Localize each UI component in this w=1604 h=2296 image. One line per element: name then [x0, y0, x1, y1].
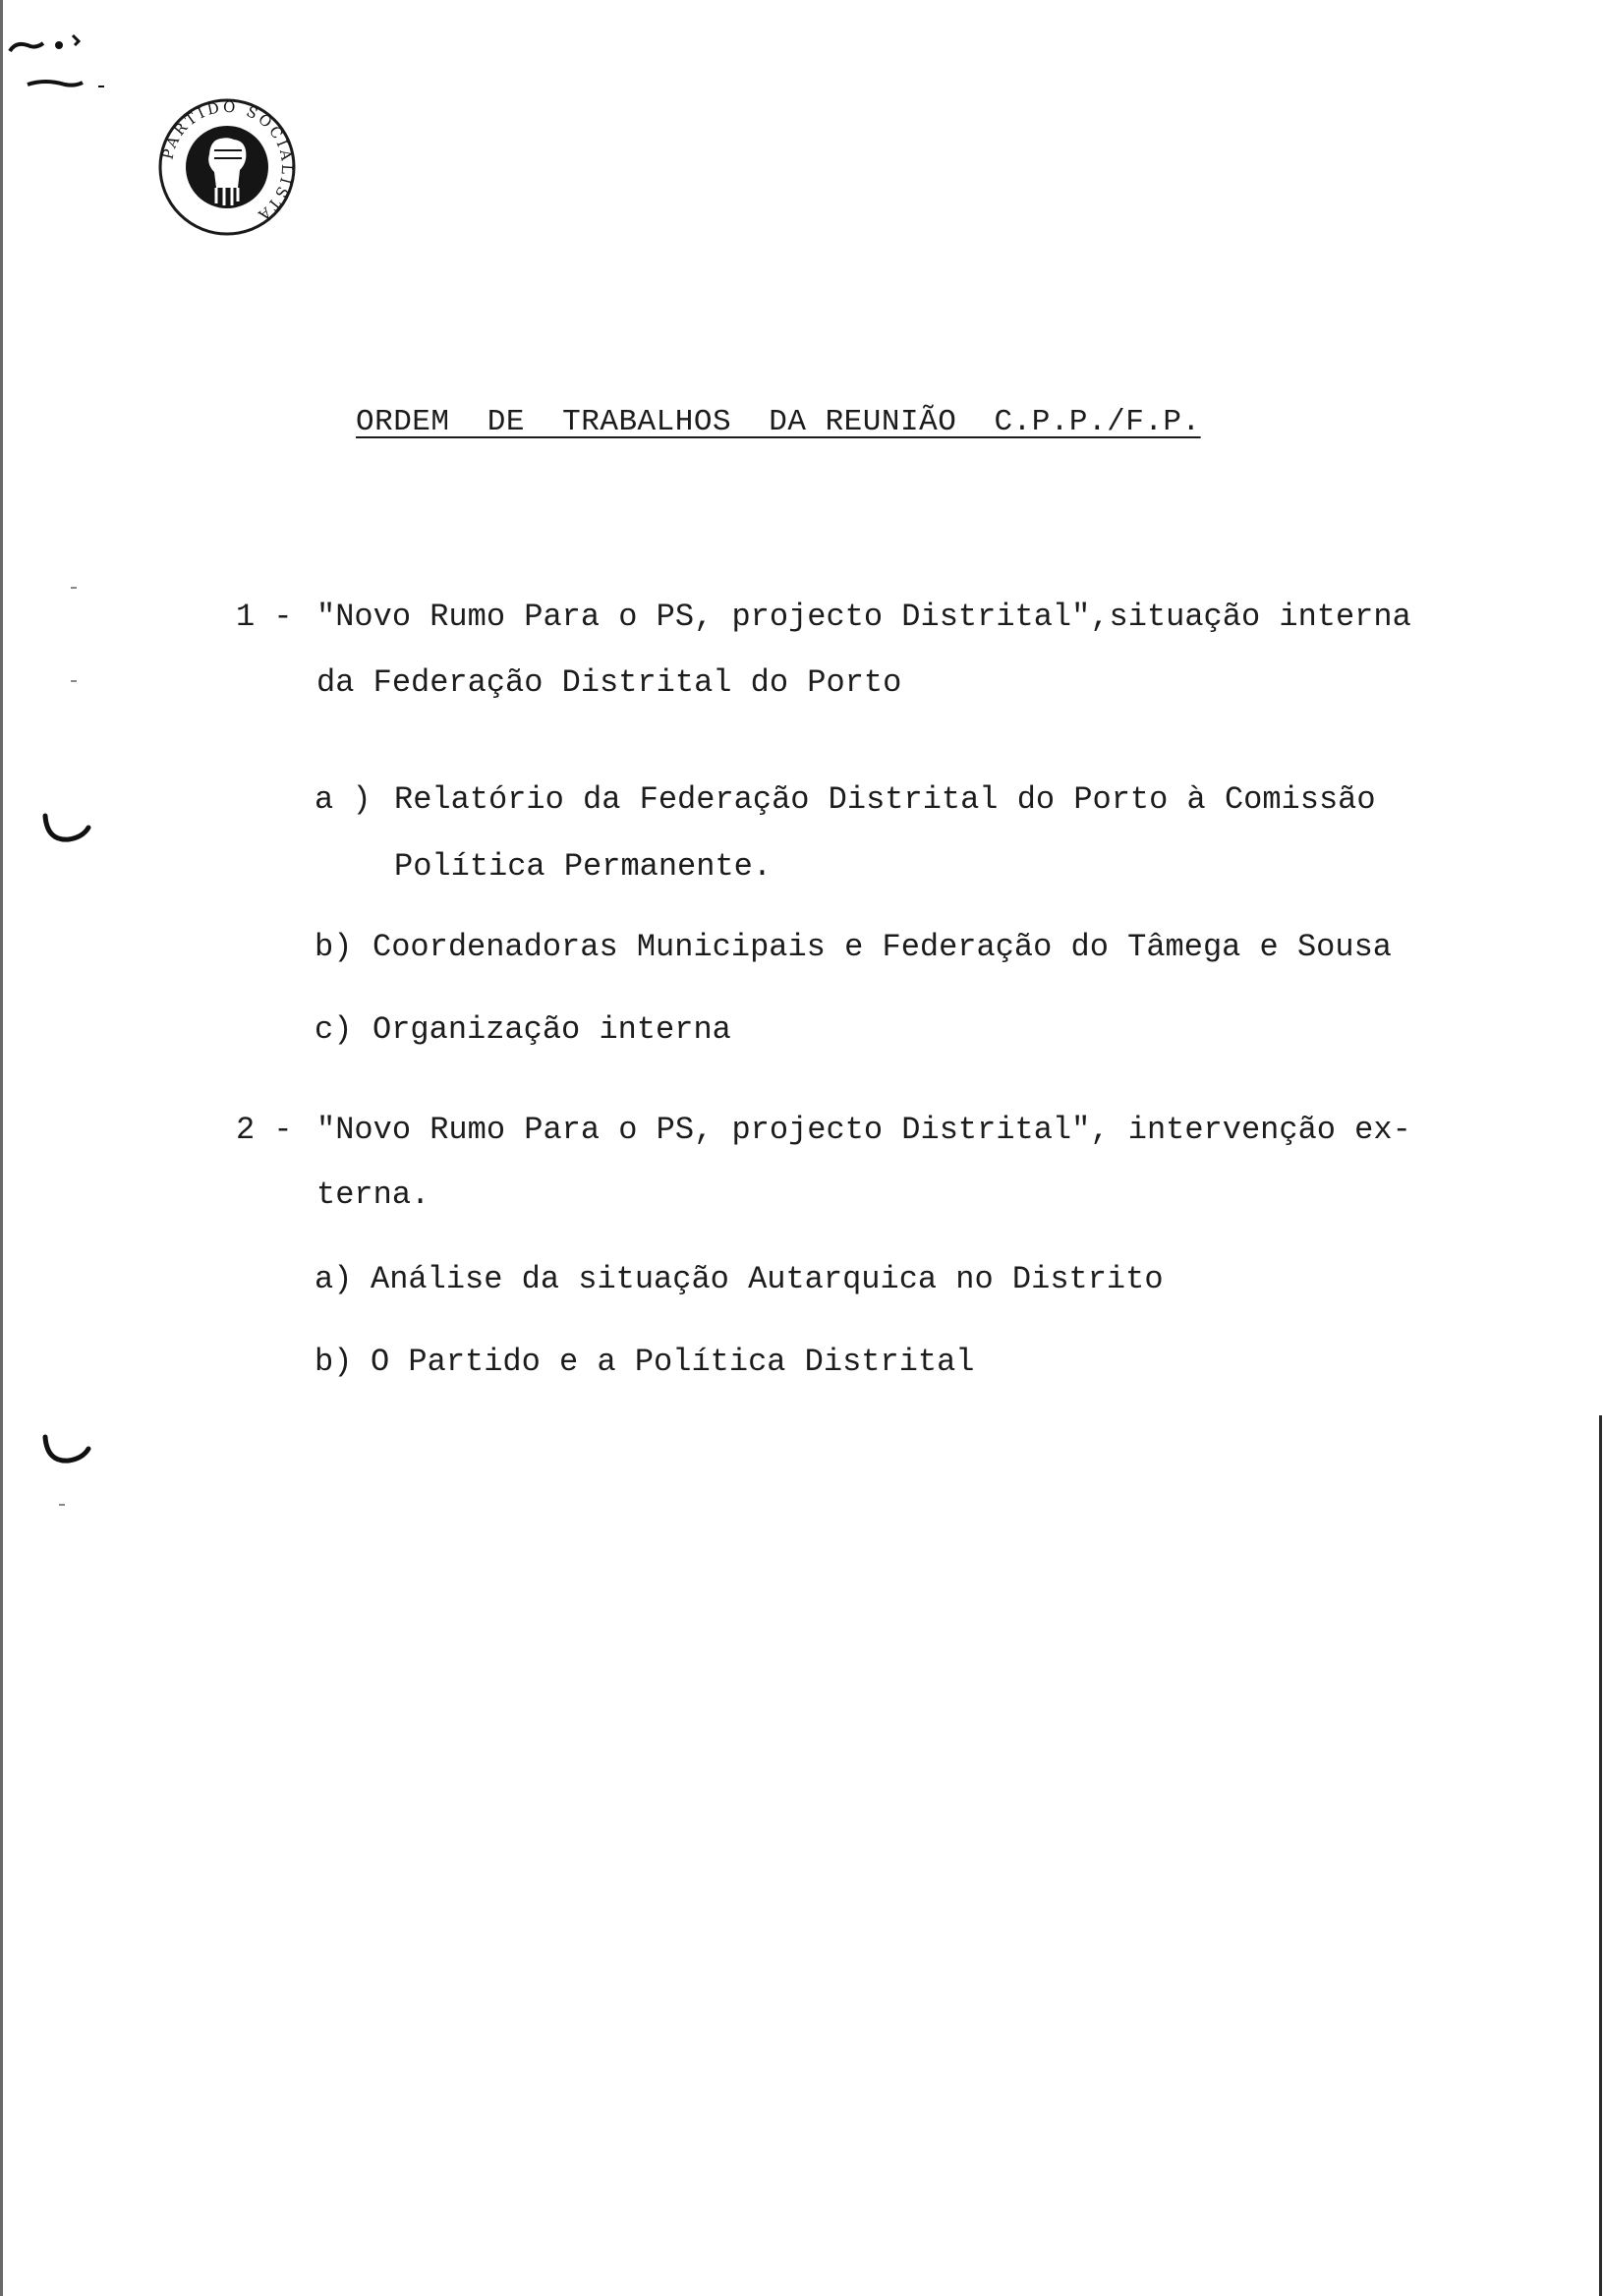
subitem-text-line: O Partido e a Política Distrital — [371, 1344, 975, 1380]
logo-ring-text: PARTIDO SOCIALISTA — [158, 97, 297, 226]
item-text-line: "Novo Rumo Para o PS, projecto Distrital", intervenção ex- — [316, 1112, 1411, 1148]
item-text-line: "Novo Rumo Para o PS, projecto Distrital",situação interna — [316, 599, 1411, 635]
subitem-text-line: Relatório da Federação Distrital do Porto à Comissão — [394, 781, 1376, 818]
document-title: ORDEM DE TRABALHOS DA REUNIÃO C.P.P./F.P. — [356, 405, 1201, 439]
subitem-label: a ) — [315, 781, 372, 818]
subitem-text-line: Organização interna — [372, 1011, 731, 1048]
subitem-text-line: Política Permanente. — [394, 848, 773, 885]
subitem-label: b) — [315, 1344, 353, 1380]
subitem-label: a) — [315, 1261, 353, 1297]
subitem-text-line: Coordenadoras Municipais e Federação do Tâmega e Sousa — [372, 929, 1392, 965]
scan-speck — [59, 1504, 65, 1506]
scan-speck — [71, 587, 77, 589]
subitem-text-line: Análise da situação Autarquica no Distrito — [371, 1261, 1164, 1297]
subitem-label: c) — [315, 1011, 353, 1048]
party-logo — [155, 93, 299, 241]
item-number: 2 - — [236, 1112, 293, 1148]
item-text-line: da Federação Distrital do Porto — [316, 664, 902, 701]
handwritten-mark-icon — [6, 28, 114, 106]
scan-speck — [71, 680, 77, 682]
item-text-line: terna. — [316, 1177, 430, 1213]
scan-left-edge — [0, 0, 3, 2296]
item-number: 1 - — [236, 599, 293, 635]
subitem-label: b) — [315, 929, 353, 965]
binder-hole-mark-icon — [41, 1433, 92, 1468]
binder-hole-mark-icon — [41, 812, 92, 847]
scan-right-edge — [1599, 1415, 1602, 2296]
